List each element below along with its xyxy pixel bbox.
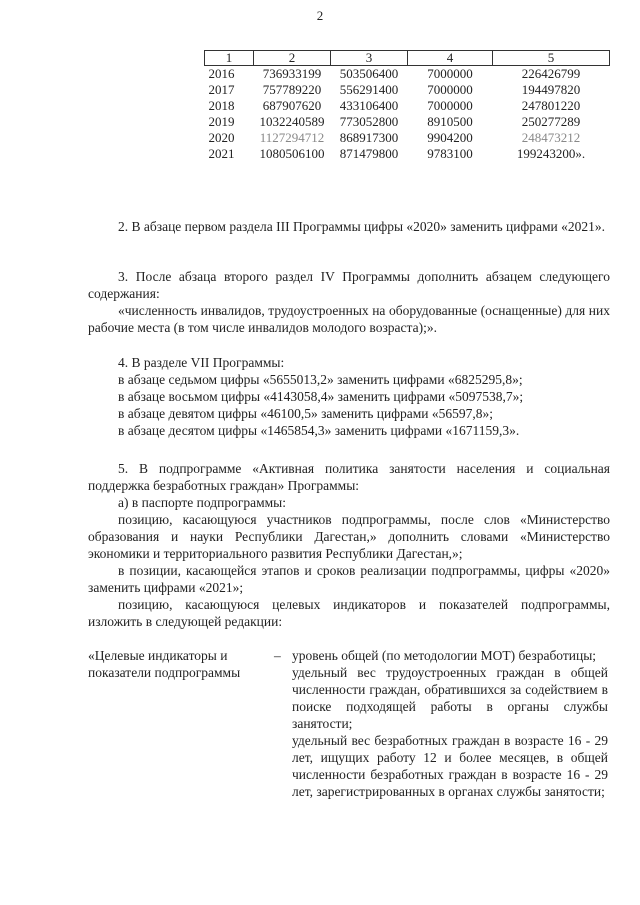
table-cell: 868917300 [339,130,399,145]
paragraph-text: позицию, касающуюся целевых индикаторов и показателей подпрограммы, изложить в следующей редакции: [88,597,610,629]
table-cell: 7000000 [427,66,473,81]
paragraph-text: позицию, касающуюся участников подпрограммы, после слов «Министерство образования и науки Республики Дагестан,» дополнить словами «Министерство экономики и территориального развития Республики Дагестан,»; [88,512,610,561]
table-cell: 248473212 [521,130,581,145]
table-cell: 7000000 [427,98,473,113]
indicators-list [292,647,608,800]
table-cell: 2019 [208,114,235,129]
table-cell: 556291400 [339,82,399,97]
list-item: в абзаце десятом цифры «1465854,3» заменить цифрами «1671159,3». [118,423,520,438]
paragraph-4 [88,354,610,439]
list-item: в абзаце девятом цифры «46100,5» заменить цифрами «56597,8»; [118,406,494,421]
paragraph-text: в позиции, касающейся этапов и сроков реализации подпрограммы, цифры «2020» заменить цифрами «2021»; [88,563,610,595]
paragraph-text: 2. В абзаце первом раздела III Программы цифры «2020» заменить цифрами «2021». [118,219,605,234]
list-item: в абзаце восьмом цифры «4143058,4» заменить цифрами «5097538,7»; [118,389,524,404]
table-cell: 736933199 [262,66,322,81]
table-row [205,114,610,130]
table-header-cell: 1 [205,51,254,66]
table-cell: 226426799 [521,66,581,81]
paragraph-3 [88,268,610,336]
table-row [205,146,610,162]
table-cell: 687907620 [262,98,322,113]
table-header-cell: 4 [408,51,493,66]
table-cell: 2017 [208,82,235,97]
table-row [205,130,610,146]
paragraph-text: 5. В подпрограмме «Активная политика занятости населения и социальная поддержка безработных граждан» Программы: [88,461,610,493]
table-cell: 871479800 [339,146,399,161]
table-cell: 433106400 [339,98,399,113]
table-header-row [205,51,610,66]
paragraph-text: 3. После абзаца второго раздел IV Программы дополнить абзацем следующего содержания: [88,269,610,301]
table-cell: 2018 [208,98,235,113]
table-row [205,98,610,114]
table-cell: 1127294712 [259,130,325,145]
paragraph-5 [88,460,610,630]
table-cell: 773052800 [339,114,399,129]
table-cell: 2016 [208,66,235,81]
indicator-item: удельный вес безработных граждан в возрасте 16 - 29 лет, ищущих работу 12 и более месяцев, в общей численности безработных граждан в возрасте 16 - 29 лет, зарегистрированных в органах службы занятости; [292,733,608,799]
indicators-label: «Целевые индикаторы и показатели подпрограммы [88,648,241,680]
table-header-cell: 3 [331,51,408,66]
table-cell: 199243200». [516,146,586,161]
table-header-cell: 5 [493,51,610,66]
page-number: 2 [316,8,324,23]
indicator-item: удельный вес трудоустроенных граждан в общей численности граждан, обратившихся за содействием в поиске подходящей работы в органы службы занятости; [292,665,608,731]
table-cell: 9783100 [427,146,473,161]
quoted-text: «численность инвалидов, трудоустроенных на оборудованные (оснащенные) для них рабочие места (в том числе инвалидов молодого возраста);». [88,303,610,335]
dash-separator: – [274,648,281,663]
table-cell: 247801220 [521,98,581,113]
table-cell: 1080506100 [259,146,325,161]
table-cell: 1032240589 [259,114,325,129]
data-table [204,50,610,162]
paragraph-text: 4. В разделе VII Программы: [118,355,285,370]
table-cell: 194497820 [521,82,581,97]
table-header-cell: 2 [254,51,331,66]
indicator-item: уровень общей (по методологии МОТ) безработицы; [292,648,597,663]
table-cell: 2021 [208,146,235,161]
table-cell: 8910500 [427,114,473,129]
table-cell: 250277289 [521,114,581,129]
table-row [205,82,610,98]
paragraph-text: а) в паспорте подпрограммы: [118,495,286,510]
paragraph-2 [88,218,610,235]
table-cell: 2020 [208,130,235,145]
table-cell: 503506400 [339,66,399,81]
table-row [205,66,610,83]
table-cell: 7000000 [427,82,473,97]
table-cell: 757789220 [262,82,322,97]
table-cell: 9904200 [427,130,473,145]
list-item: в абзаце седьмом цифры «5655013,2» заменить цифрами «6825295,8»; [118,372,523,387]
